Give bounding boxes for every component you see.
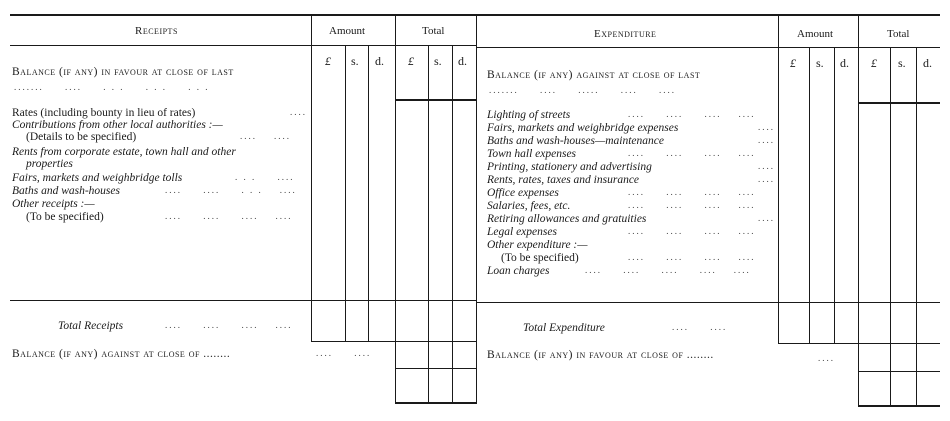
left-amount-d bbox=[368, 45, 369, 342]
right-total-start bbox=[858, 15, 859, 407]
receipts-opening-balance: Balance (if any) in favour at close of last bbox=[12, 66, 234, 78]
left-amount-pound: £ bbox=[325, 54, 331, 68]
right-total-pound: £ bbox=[871, 56, 877, 70]
expenditure-item-lighting: Lighting of streets bbox=[487, 109, 571, 121]
left-col-divider bbox=[311, 15, 312, 342]
right-closing-rule-1 bbox=[858, 371, 940, 372]
right-total-s bbox=[890, 47, 891, 405]
dot-leader: .... .... bbox=[672, 322, 728, 332]
dot-leader: ....... .... ..... .... .... bbox=[489, 85, 676, 95]
dot-leader: ....... .... . . . . . . . . . bbox=[14, 82, 210, 92]
left-total-header: Total bbox=[422, 25, 445, 37]
expenditure-item-rents: Rents, rates, taxes and insurance bbox=[487, 174, 640, 186]
dot-leader: .... .... bbox=[316, 348, 372, 358]
receipts-total-label: Total Receipts bbox=[58, 320, 124, 332]
dot-leader: .... bbox=[758, 174, 775, 184]
receipts-item-rents: Rents from corporate estate, town hall and other bbox=[12, 146, 236, 158]
left-amount-shillings: s. bbox=[351, 54, 359, 68]
right-total-d bbox=[916, 47, 917, 405]
dot-leader: .... bbox=[758, 161, 775, 171]
expenditure-total-label: Total Expenditure bbox=[523, 322, 605, 334]
receipts-item-other-detail: (To be specified) bbox=[26, 211, 104, 223]
dot-leader: .... bbox=[758, 135, 775, 145]
dot-leader: .... .... .... .... bbox=[165, 320, 293, 330]
right-balance-rule bbox=[858, 102, 940, 104]
receipts-item-rates: Rates (including bounty in lieu of rates) bbox=[12, 107, 196, 119]
receipts-item-contributions-detail: (Details to be specified) bbox=[26, 131, 137, 143]
expenditure-item-townhall: Town hall expenses bbox=[487, 148, 577, 160]
right-amount-shillings: s. bbox=[816, 56, 824, 70]
dot-leader: .... .... .... .... bbox=[628, 226, 756, 236]
right-total-pence: d. bbox=[923, 56, 932, 70]
expenditure-item-fairs: Fairs, markets and weighbridge expenses bbox=[487, 122, 679, 134]
right-amount-s bbox=[809, 47, 810, 344]
left-balance-rule bbox=[395, 99, 476, 101]
receipts-header: Receipts bbox=[135, 25, 178, 37]
dot-leader: .... .... .... .... bbox=[628, 109, 756, 119]
dot-leader: .... bbox=[758, 122, 775, 132]
dot-leader: .... .... .... .... bbox=[628, 187, 756, 197]
dot-leader: .... .... .... .... bbox=[628, 200, 756, 210]
expenditure-closing-balance: Balance (if any) in favour at close of ........ bbox=[487, 349, 714, 361]
right-pre-total-rule bbox=[476, 302, 940, 303]
left-amount-pence: d. bbox=[375, 54, 384, 68]
left-total-pound: £ bbox=[408, 54, 414, 68]
dot-leader: .... bbox=[290, 107, 307, 117]
receipts-item-other: Other receipts :— bbox=[12, 198, 95, 210]
right-total-rule bbox=[778, 343, 940, 344]
right-amount-d bbox=[834, 47, 835, 344]
dot-leader: .... .... .... .... bbox=[165, 211, 293, 221]
left-total-shillings: s. bbox=[434, 54, 442, 68]
expenditure-item-legal: Legal expenses bbox=[487, 226, 557, 238]
expenditure-item-baths: Baths and wash-houses—maintenance bbox=[487, 135, 664, 147]
right-total-header: Total bbox=[887, 28, 910, 40]
receipts-closing-balance: Balance (if any) against at close of ........ bbox=[12, 348, 231, 360]
dot-leader: .... .... . . . .... bbox=[165, 185, 297, 195]
expenditure-opening-balance: Balance (if any) against at close of last bbox=[487, 69, 701, 81]
top-rule-left bbox=[10, 14, 476, 16]
left-amount-s bbox=[345, 45, 346, 342]
receipts-item-baths: Baths and wash-houses bbox=[12, 185, 120, 197]
dot-leader: .... bbox=[818, 353, 835, 363]
right-amount-pence: d. bbox=[840, 56, 849, 70]
left-total-pence: d. bbox=[458, 54, 467, 68]
right-closing-rule-2 bbox=[858, 405, 940, 407]
right-total-shillings: s. bbox=[898, 56, 906, 70]
dot-leader: .... .... .... .... .... bbox=[585, 265, 751, 275]
left-total-rule bbox=[311, 341, 476, 342]
right-amount-pound: £ bbox=[790, 56, 796, 70]
dot-leader: .... .... .... .... bbox=[628, 148, 756, 158]
left-closing-rule-1 bbox=[395, 368, 476, 369]
left-pre-total-rule bbox=[10, 300, 476, 301]
right-col-divider bbox=[778, 15, 779, 344]
expenditure-item-other-detail: (To be specified) bbox=[501, 252, 579, 264]
left-total-start bbox=[395, 15, 396, 404]
left-amount-header: Amount bbox=[329, 25, 366, 37]
dot-leader: .... .... .... .... bbox=[628, 252, 756, 262]
expenditure-item-printing: Printing, stationery and advertising bbox=[487, 161, 652, 173]
right-amount-header: Amount bbox=[797, 28, 834, 40]
expenditure-item-retiring: Retiring allowances and gratuities bbox=[487, 213, 647, 225]
dot-leader: . . . .... bbox=[235, 172, 295, 182]
receipts-item-fairs: Fairs, markets and weighbridge tolls bbox=[12, 172, 183, 184]
receipts-item-contributions: Contributions from other local authorities :— bbox=[12, 119, 223, 131]
top-rule-right bbox=[476, 14, 940, 16]
header-rule-right bbox=[476, 47, 940, 48]
receipts-item-properties: properties bbox=[26, 158, 73, 170]
header-rule-left bbox=[10, 45, 476, 46]
expenditure-header: Expenditure bbox=[594, 28, 657, 40]
dot-leader: .... bbox=[758, 213, 775, 223]
expenditure-item-office: Office expenses bbox=[487, 187, 559, 199]
center-divider bbox=[476, 15, 477, 404]
expenditure-item-loan: Loan charges bbox=[487, 265, 550, 277]
expenditure-item-salaries: Salaries, fees, etc. bbox=[487, 200, 571, 212]
expenditure-item-other: Other expenditure :— bbox=[487, 239, 588, 251]
dot-leader: .... .... bbox=[240, 131, 291, 141]
left-closing-rule-2 bbox=[395, 402, 476, 404]
